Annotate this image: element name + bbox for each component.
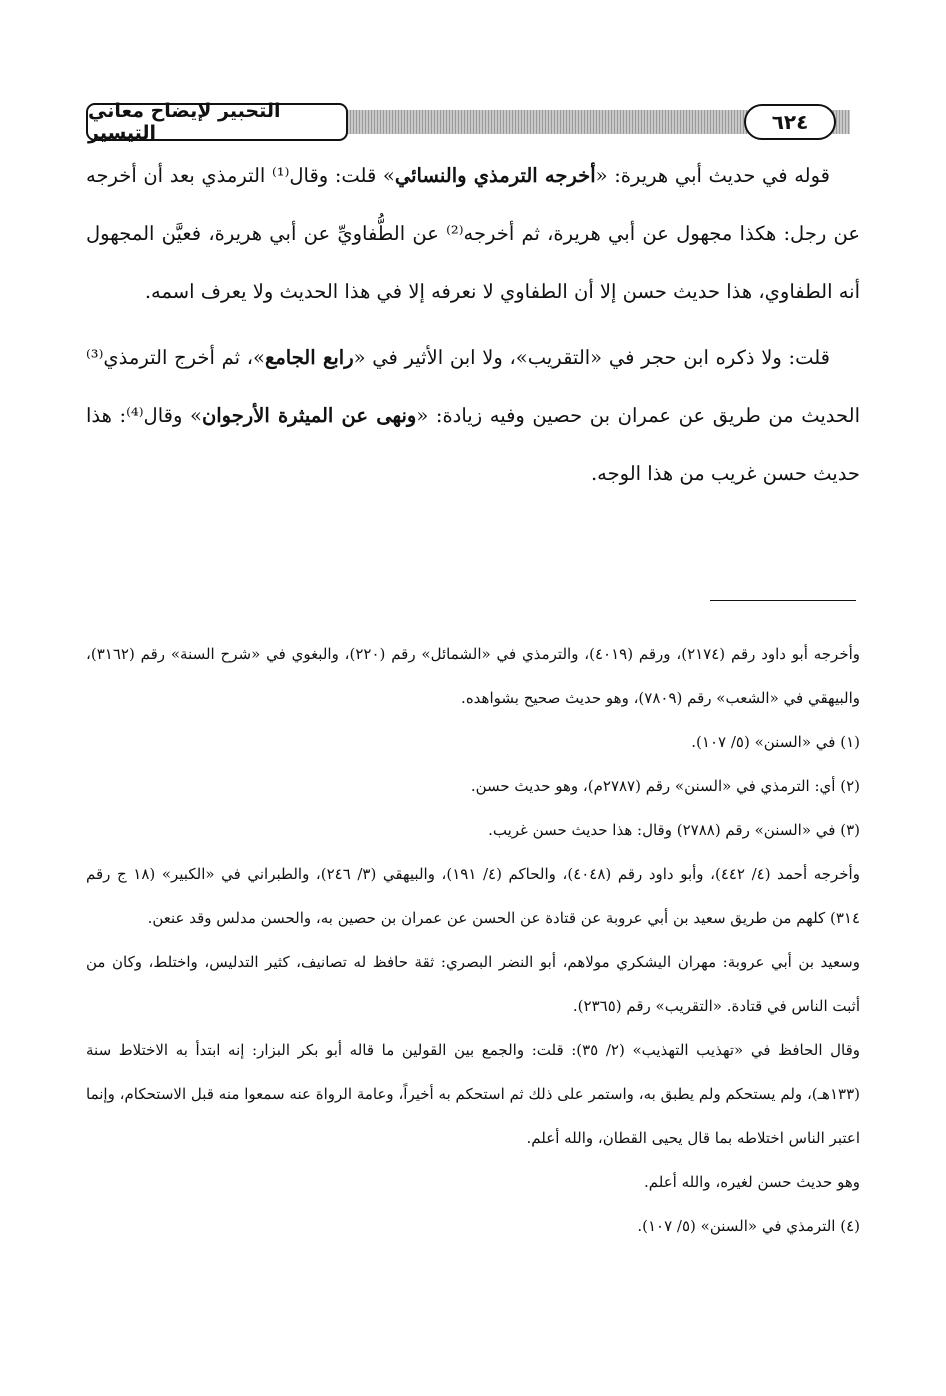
paragraph <box>86 329 860 503</box>
footnote: (١) في «السنن» (٥/ ١٠٧). <box>691 733 860 751</box>
quoted-title: أخرجه الترمذي والنسائي <box>394 164 596 187</box>
text-span: » وقال⁽⁴⁾: هذا حديث حسن غريب من هذا الوجه. <box>86 404 860 485</box>
footnote-separator <box>710 600 856 601</box>
footnote: وأخرجه أبو داود رقم (٢١٧٤)، ورقم (٤٠١٩)، والترمذي في «الشمائل» رقم (٢٢٠)، والبغوي في «شرح السنة» رقم (٣١٦٢)، والبيهقي في «الشعب» رقم (٧٨٠٩)، وهو حديث صحيح بشواهده. <box>86 645 861 707</box>
text-span: »، ثم أخرج الترمذي⁽³⁾ الحديث من طريق عن عمران بن حصين وفيه زيادة: « <box>86 346 860 427</box>
text-span: » قلت: وقال⁽¹⁾ الترمذي بعد أن أخرجه عن رجل: هكذا مجهول عن أبي هريرة، ثم أخرجه⁽²⁾ عن الطُّفاويِّ عن أبي هريرة، فعيَّن المجهول أنه الطفاوي، هذا حديث حسن إلا أن الطفاوي لا نعرفه إلا في هذا الحديث ولا يعرف اسمه. <box>86 164 860 303</box>
footnote: وأخرجه أحمد (٤/ ٤٤٢)، وأبو داود رقم (٤٠٤٨)، والحاكم (٤/ ١٩١)، والبيهقي (٣/ ٢٤٦)، والطبراني في «الكبير» (١٨ ج رقم ٣١٤) كلهم من طريق سعيد بن أبي عروبة عن قتادة عن الحسن عن عمران بن حصين به، والحسن مدلس وقد عنعن. <box>86 865 860 927</box>
book-title: التحبير لإيضاح معاني التيسير <box>86 103 348 141</box>
footnotes <box>86 632 860 1248</box>
main-text <box>86 147 860 503</box>
footnote: (٢) أي: الترمذي في «السنن» رقم (٢٧٨٧م)، وهو حديث حسن. <box>470 777 860 795</box>
footnote: (٣) في «السنن» رقم (٢٧٨٨) وقال: هذا حديث حسن غريب. <box>488 821 860 839</box>
footnote: (٤) الترمذي في «السنن» (٥/ ١٠٧). <box>637 1217 860 1235</box>
hadith-quote: ونهى عن الميثرة الأرجوان <box>201 404 417 427</box>
paragraph <box>86 147 860 321</box>
footnote: وهو حديث حسن لغيره، والله أعلم. <box>644 1173 860 1191</box>
footnote: وسعيد بن أبي عروبة: مهران اليشكري مولاهم، أبو النضر البصري: ثقة حافظ له تصانيف، كثير التدليس، واختلط، وكان من أثبت الناس في قتادة. «التقريب» رقم (٢٣٦٥). <box>86 953 860 1015</box>
quoted-title: رابع الجامع <box>264 346 354 369</box>
footnote: وقال الحافظ في «تهذيب التهذيب» (٢/ ٣٥): قلت: والجمع بين القولين ما قاله أبو بكر البزار: إنه ابتدأ به الاختلاط سنة (١٣٣هـ)، ولم يستحكم ولم يطبق به، واستمر على ذلك ثم استحكم به أخيراً، وعامة الرواة عنه سمعوا منه قبل الاستحكام، وإنما اعتبر الناس اختلاطه بما قال يحيى القطان، والله أعلم. <box>86 1041 860 1147</box>
text-span: قوله في حديث أبي هريرة: « <box>595 164 830 187</box>
text-span: قلت: ولا ذكره ابن حجر في «التقريب»، ولا ابن الأثير في « <box>353 346 831 369</box>
page-number: ٦٢٤ <box>744 104 836 140</box>
